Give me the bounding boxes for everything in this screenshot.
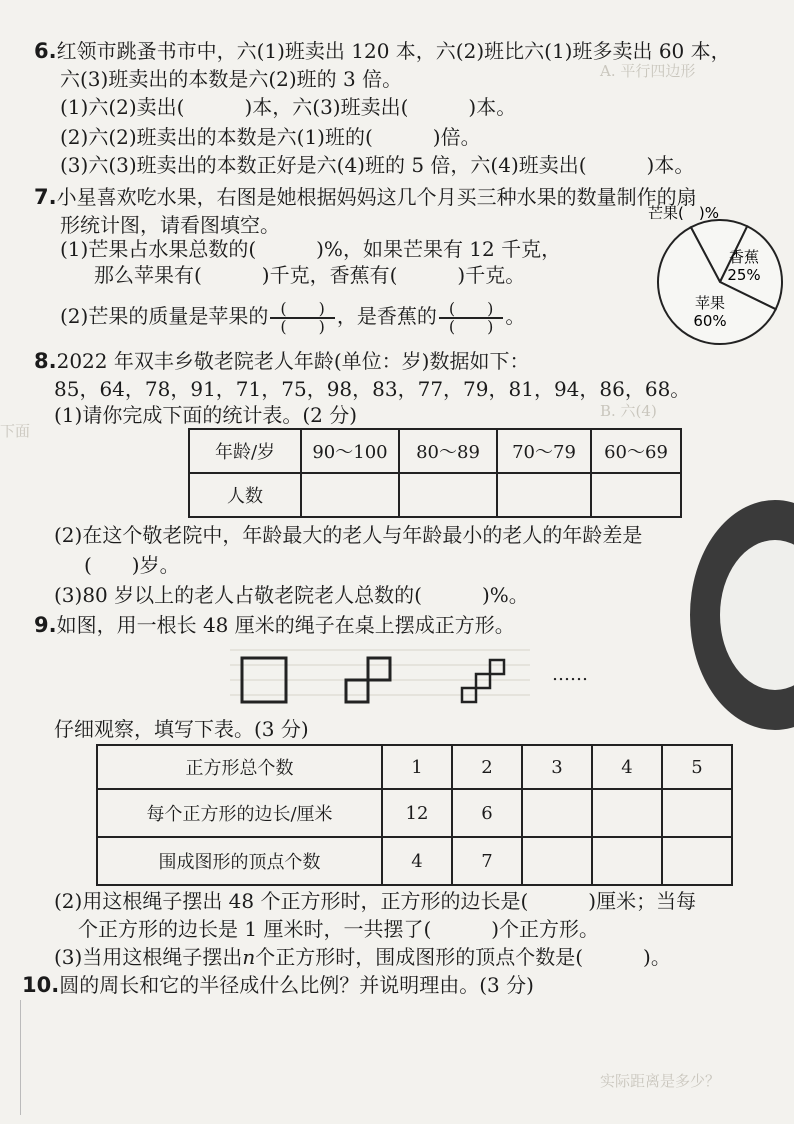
pie-value-2: 60% (693, 312, 727, 330)
table-cell: 12 (382, 789, 452, 837)
bleed-through-text: B. 六(4) (600, 402, 657, 420)
bleed-through-text: A. 平行四边形 (600, 62, 696, 80)
fraction-blank: $\frac{( )}{( )}$ (270, 301, 335, 335)
q9-sub3 (54, 944, 671, 970)
q7-line1 (34, 184, 697, 210)
q8-line1 (34, 348, 529, 374)
table-row (97, 789, 732, 837)
bleed-through-text: 实际距离是多少？ (600, 1072, 721, 1090)
pie-label-0: 芒果( )% (648, 204, 719, 222)
answer-cell[interactable] (592, 789, 662, 837)
q8-sub2: (2)在这个敬老院中，年龄最大的老人与年龄最小的老人的年龄差是 (54, 523, 643, 547)
table-header-cell: 2 (452, 745, 522, 789)
q6-line1 (34, 38, 731, 64)
q8-sub1: (1)请你完成下面的统计表。(2 分) (54, 403, 358, 427)
table-cell: 4 (382, 837, 452, 885)
q8-sub3: (3)80 岁以上的老人占敬老院老人总数的( )%。 (54, 583, 529, 607)
q6-line2: 六(3)班卖出的本数是六(2)班的 3 倍。 (60, 67, 403, 91)
q8-text1: 2022 年双丰乡敬老院老人年龄(单位：岁)数据如下： (56, 349, 530, 373)
q7-text1: 小星喜欢吃水果，右图是她根据妈妈这几个月买三种水果的数量制作的扇 (56, 185, 697, 209)
age-stat-table (188, 428, 682, 518)
q7-line2: 形统计图，请看图填空。 (60, 213, 280, 237)
bleed-through-text: 下面 (0, 422, 31, 440)
q7-sub2 (60, 296, 525, 336)
table-header-cell: 60～69 (591, 429, 681, 473)
table-cell: 7 (452, 837, 522, 885)
table-header-cell: 年龄/岁 (189, 429, 301, 473)
q9-text1: 如图，用一根长 48 厘米的绳子在桌上摆成正方形。 (56, 613, 515, 637)
q6-number: 6. (34, 39, 57, 63)
answer-cell[interactable] (301, 473, 399, 517)
table-row-label: 每个正方形的边长/厘米 (97, 789, 382, 837)
table-row (189, 473, 681, 517)
answer-area[interactable] (20, 1000, 641, 1115)
table-header-cell: 90～100 (301, 429, 399, 473)
table-header-cell: 4 (592, 745, 662, 789)
q9-sub3-text-a: (3)当用这根绳子摆出 (54, 945, 243, 969)
q8-sub2-cont: ( )岁。 (84, 553, 180, 577)
q7-sub2-text-b: ，是香蕉的 (336, 304, 437, 328)
q9-number: 9. (34, 613, 57, 637)
answer-cell[interactable] (662, 789, 732, 837)
variable-n: n (242, 945, 256, 969)
q9-sub1: 仔细观察，填写下表。(3 分) (54, 717, 309, 741)
table-header-cell: 5 (662, 745, 732, 789)
table-cell: 6 (452, 789, 522, 837)
answer-cell[interactable] (497, 473, 591, 517)
q7-sub1: (1)芒果占水果总数的( )%，如果芒果有 12 千克， (60, 237, 562, 261)
pie-label-1: 香蕉 (728, 248, 760, 266)
table-header-cell: 正方形总个数 (97, 745, 382, 789)
squares-table (96, 744, 733, 886)
q7-sub2-text-a: (2)芒果的质量是苹果的 (60, 304, 269, 328)
q9-sub2: (2)用这根绳子摆出 48 个正方形时，正方形的边长是( )厘米；当每 (54, 889, 697, 913)
q6-sub1: (1)六(2)卖出( )本，六(3)班卖出( )本。 (60, 95, 517, 119)
q10-text1: 圆的周长和它的半径成什么比例？并说明理由。(3 分) (59, 973, 534, 997)
q7-sub2-text-c: 。 (505, 304, 526, 328)
pie-value-1: 25% (727, 266, 761, 284)
pie-label-2: 苹果 (694, 294, 726, 312)
q9-sub3-text-b: 个正方形时，围成图形的顶点个数是( )。 (255, 945, 671, 969)
q8-number: 8. (34, 349, 57, 373)
fruit-pie-chart (620, 200, 790, 350)
answer-cell[interactable] (522, 789, 592, 837)
ellipsis: …… (552, 664, 588, 685)
q7-number: 7. (34, 185, 57, 209)
table-row (189, 429, 681, 473)
q10-line1 (22, 972, 534, 998)
table-row-label: 围成图形的顶点个数 (97, 837, 382, 885)
answer-cell[interactable] (399, 473, 497, 517)
fraction-blank: $\frac{( )}{( )}$ (439, 301, 504, 335)
q9-sub2-cont: 个正方形的边长是 1 厘米时，一共摆了( )个正方形。 (78, 917, 600, 941)
table-row (97, 745, 732, 789)
q6-sub3: (3)六(3)班卖出的本数正好是六(4)班的 5 倍，六(4)班卖出( )本。 (60, 153, 695, 177)
table-header-cell: 人数 (189, 473, 301, 517)
answer-cell[interactable] (522, 837, 592, 885)
q10-number: 10. (22, 973, 60, 997)
q8-data: 85，64，78，91，71，75，98，83，77，79，81，94，86，68。 (54, 377, 691, 401)
answer-cell[interactable] (591, 473, 681, 517)
table-header-cell: 80～89 (399, 429, 497, 473)
q6-text1: 红领市跳蚤书市中，六(1)班卖出 120 本，六(2)班比六(1)班多卖出 60 本， (56, 39, 731, 63)
table-row (97, 837, 732, 885)
q7-sub1-cont: 那么苹果有( )千克，香蕉有( )千克。 (94, 263, 526, 287)
table-header-cell: 3 (522, 745, 592, 789)
q6-sub2: (2)六(2)班卖出的本数是六(1)班的( )倍。 (60, 125, 481, 149)
answer-cell[interactable] (592, 837, 662, 885)
squares-figure (230, 640, 550, 710)
table-header-cell: 70～79 (497, 429, 591, 473)
q9-line1 (34, 612, 515, 638)
answer-cell[interactable] (662, 837, 732, 885)
table-header-cell: 1 (382, 745, 452, 789)
